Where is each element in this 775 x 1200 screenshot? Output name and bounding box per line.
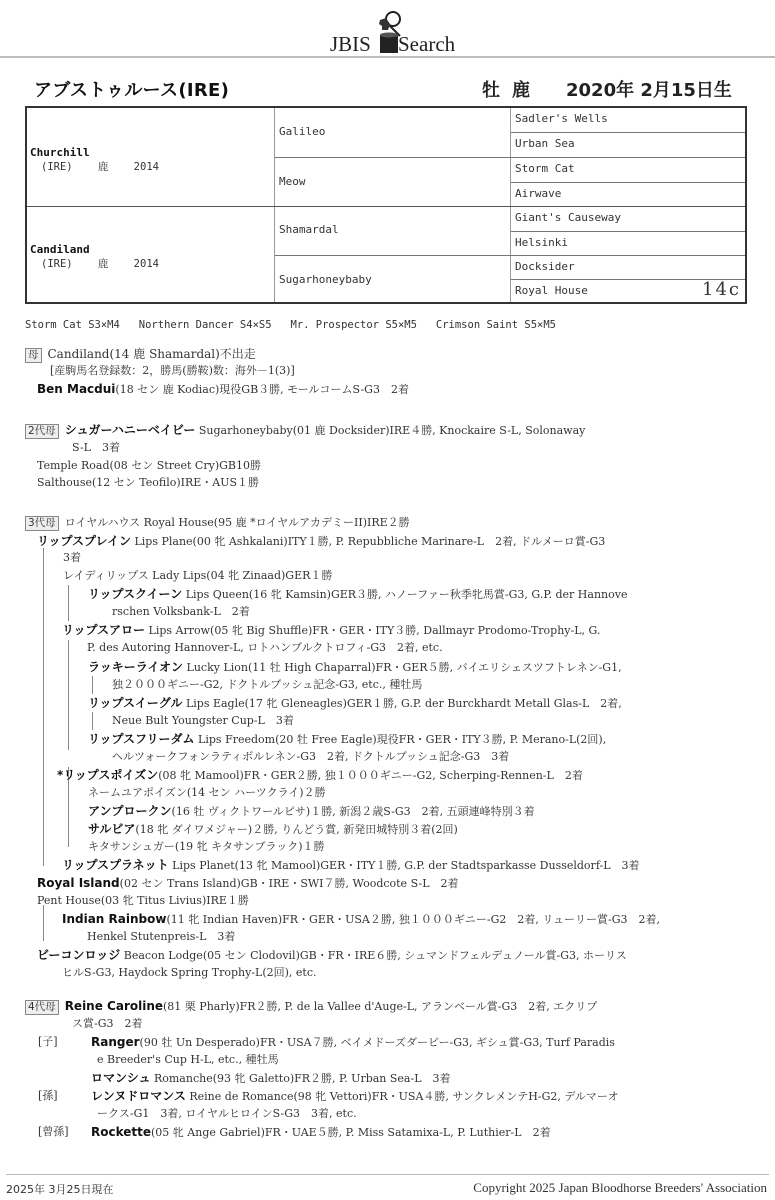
descendant-record: Neue Bult Youngster Cup-L 3着 xyxy=(112,714,294,727)
as-of-date: 2025年 3月25日現在 xyxy=(6,1183,114,1196)
descendant-line xyxy=(37,532,605,551)
foal-name[interactable]: Ben Macdui xyxy=(37,382,116,396)
descendant-line xyxy=(88,585,627,604)
descendant-line xyxy=(87,928,235,946)
descendant-record: ネームユアポイズン(14 セン ハーツクライ)２勝 xyxy=(88,786,326,799)
descendant-record: Henkel Stutenpreis-L 3着 xyxy=(87,930,236,943)
gen3-name[interactable]: Sadler's Wells xyxy=(515,112,608,125)
third-dam-header xyxy=(25,514,410,532)
descendant-record: (08 牝 Mamool)FR・GER２勝, 独１０００ギニー-G2, Scherping-Rennen-L 2着 xyxy=(158,769,583,782)
descendant-name[interactable]: アンプロークン xyxy=(88,804,172,818)
descendant-line xyxy=(88,820,458,839)
section-tag-fourth-dam: 4代母 xyxy=(25,1000,59,1015)
sire-info: (IRE) 鹿 2014 xyxy=(41,161,159,173)
descendant-line xyxy=(91,1033,615,1052)
logo-search-text: Search xyxy=(398,32,456,56)
third-dam-record: ロイヤルハウス Royal House(95 鹿 *ロイヤルアカデミーII)IRE２勝 xyxy=(64,516,410,529)
descendant-name[interactable]: レンヌドロマンス xyxy=(91,1089,186,1103)
copyright-notice: Copyright 2025 Japan Bloodhorse Breeders' Association xyxy=(473,1180,767,1195)
descendant-record: e Breeder's Cup H-L, etc., 種牡馬 xyxy=(97,1053,279,1066)
second-dam-record: Sugarhoneybaby(01 鹿 Docksider)IRE４勝, Knockaire S-L, Solonaway xyxy=(195,424,586,437)
descendant-line xyxy=(88,838,325,856)
fourth-dam-label: [曾孫] xyxy=(38,1125,69,1138)
descendant-record: (16 牡 ヴィクトワールピサ)１勝, 新潟２歳S-G3 2着, 五頭連峰特別３着 xyxy=(171,805,535,818)
family-number: 14c xyxy=(702,279,741,300)
descendant-line xyxy=(37,892,249,910)
descendant-record: 独２０００ギニー-G2, ドクトルブッシュ記念-G3, etc., 種牡馬 xyxy=(112,678,423,691)
descendant-guide-line xyxy=(43,548,44,866)
pedigree-gen3-cell xyxy=(511,232,745,255)
gen3-name[interactable]: Royal House xyxy=(515,284,588,297)
descendant-record: (02 セン Trans Island)GB・IRE・SWI７勝, Woodcote S-L 2着 xyxy=(119,877,459,890)
dam-name[interactable]: Candiland xyxy=(30,243,90,256)
gen3-name[interactable]: Docksider xyxy=(515,260,575,273)
foal-record: (18 セン 鹿 Kodiac)現役GB３勝, モールコームS-G3 2着 xyxy=(115,383,409,396)
descendant-record: Lips Queen(16 牝 Kamsin)GER３勝, ハノーファー秋季牝馬賞-G3, G.P. der Hannove xyxy=(182,588,628,601)
descendant-name[interactable]: Rockette xyxy=(91,1125,152,1139)
pedigree-dam-cell xyxy=(27,207,275,302)
descendant-record: 3着 xyxy=(63,551,81,564)
descendant-name[interactable]: Royal Island xyxy=(37,876,120,890)
descendant-line xyxy=(88,658,622,677)
descendant-name[interactable]: ロマンシュ xyxy=(91,1071,151,1085)
descendant-record: (05 牝 Ange Gabriel)FR・UAE５勝, P. Miss Satamixa-L, P. Luthier-L 2着 xyxy=(151,1126,551,1139)
gen3-name[interactable]: Giant's Causeway xyxy=(515,211,621,224)
gen2-name[interactable]: Shamardal xyxy=(279,223,339,236)
pedigree-gen2-cell xyxy=(275,158,511,206)
horse-name: アブストゥルース(IRE) xyxy=(34,80,230,101)
descendant-line xyxy=(91,1069,451,1088)
descendant-record: P. des Autoring Hannover-L, ロトハンブルクトロフィ-G3 2着, etc. xyxy=(87,641,443,654)
fourth-dam-line-2: ス賞-G3 2着 xyxy=(72,1017,143,1030)
descendant-record: レイディリップス Lady Lips(04 牝 Zinaad)GER１勝 xyxy=(63,569,333,582)
descendant-line xyxy=(88,694,622,713)
descendant-name[interactable]: Ranger xyxy=(91,1035,140,1049)
descendant-name[interactable]: Indian Rainbow xyxy=(62,912,167,926)
descendant-record: Pent House(03 牝 Titus Livius)IRE１勝 xyxy=(37,894,249,907)
pedigree-gen3-cell xyxy=(511,256,745,279)
descendant-line xyxy=(97,1051,279,1069)
descendant-record: Reine de Romance(98 牝 Vettori)FR・USA４勝, サンクレメンテH-G2, デルマーオ xyxy=(185,1090,619,1103)
descendant-line xyxy=(112,603,250,621)
descendant-line xyxy=(88,802,535,821)
pedigree-gen2-cell xyxy=(275,108,511,157)
pedigree-gen2-cell xyxy=(275,256,511,302)
descendant-line xyxy=(88,784,326,802)
descendant-record: Lips Eagle(17 牝 Gleneagles)GER１勝, G.P. der Burckhardt Metall Glas-L 2着, xyxy=(182,697,622,710)
pedigree-gen3-cell xyxy=(511,280,745,302)
pedigree-gen3-cell xyxy=(511,207,745,231)
dam-summary: Candiland(14 鹿 Shamardal)不出走 xyxy=(47,347,256,361)
second-dam-line-2: S-L 3着 xyxy=(72,441,120,454)
horse-color: 鹿 xyxy=(512,80,530,101)
descendant-line xyxy=(91,1123,551,1142)
gen2-name[interactable]: Meow xyxy=(279,175,306,188)
descendant-record: rschen Volksbank-L 2着 xyxy=(112,605,250,618)
descendant-name[interactable]: ラッキーライオン xyxy=(88,660,184,674)
gen2-name[interactable]: Galileo xyxy=(279,125,326,138)
horse-title-row xyxy=(34,76,734,102)
descendant-guide-line xyxy=(92,676,93,694)
descendant-guide-line xyxy=(68,585,69,621)
descendant-name[interactable]: リップスクイーン xyxy=(88,587,183,601)
pedigree-gen3-cell xyxy=(511,108,745,132)
horse-sex: 牡 xyxy=(482,80,500,101)
descendant-record: キタサンシュガー(19 牝 キタサンブラック)１勝 xyxy=(88,840,325,853)
descendant-line xyxy=(112,712,294,730)
dam-foal-line xyxy=(37,380,409,399)
descendant-guide-line xyxy=(92,712,93,730)
gen2-name[interactable]: Sugarhoneybaby xyxy=(279,273,372,286)
descendant-record: Lips Arrow(05 牝 Big Shuffle)FR・GER・ITY３勝, Dallmayr Prodomo-Trophy-L, G. xyxy=(145,624,601,637)
descendant-record: Lips Planet(13 牝 Mamool)GER・ITY１勝, G.P. der Stadtsparkasse Dusseldorf-L 3着 xyxy=(168,859,640,872)
descendant-line xyxy=(62,910,660,929)
dam-info: (IRE) 鹿 2014 xyxy=(41,258,159,270)
gen3-name[interactable]: Urban Sea xyxy=(515,137,575,150)
descendant-name[interactable]: リップスプレイン xyxy=(37,534,131,548)
descendant-guide-line xyxy=(43,905,44,941)
descendant-name[interactable]: リップスフリーダム xyxy=(88,732,195,746)
pedigree-gen3-cell xyxy=(511,158,745,182)
descendant-record: Romanche(93 牝 Galetto)FR２勝, P. Urban Sea-L 3着 xyxy=(150,1072,451,1085)
descendant-record: (90 牡 Un Desperado)FR・USA７勝, ベイメドーズダービー-G3, ギシュ賞-G3, Turf Paradis xyxy=(139,1036,615,1049)
footer-divider xyxy=(6,1174,769,1175)
descendant-line xyxy=(37,946,627,965)
descendant-name[interactable]: サルビア xyxy=(88,822,136,836)
descendant-name[interactable]: リップスプラネット xyxy=(62,858,169,872)
descendant-guide-line xyxy=(68,640,69,750)
descendant-line xyxy=(63,567,332,585)
descendant-line xyxy=(62,964,317,982)
descendant-line xyxy=(57,766,583,785)
pedigree-gen2-cell xyxy=(275,207,511,255)
dam-produce-record: [産駒馬名登録数：2，勝馬(勝鞍)数：海外－1(3)] xyxy=(50,364,295,377)
fourth-dam-name[interactable]: Reine Caroline xyxy=(64,999,164,1013)
horse-birthdate: 2020年 2月15日生 xyxy=(566,80,732,101)
second-dam-foal: Salthouse(12 セン Teofilo)IRE・AUS１勝 xyxy=(37,476,260,489)
descendant-name[interactable]: リップスアロー xyxy=(62,623,146,637)
descendant-record: Beacon Lodge(05 セン Clodovil)GB・FR・IRE６勝, シュマンドフェルデュノール賞-G3, ホーリス xyxy=(120,949,627,962)
descendant-line xyxy=(63,549,81,567)
gen3-name[interactable]: Helsinki xyxy=(515,236,568,249)
descendant-record: Lips Plane(00 牝 Ashkalani)ITY１勝, P. Repubbliche Marinare-L 2着, ドルメーロ賞-G3 xyxy=(130,535,606,548)
descendant-record: ヒルS-G3, Haydock Spring Trophy-L(2回), etc. xyxy=(62,966,317,979)
descendant-name[interactable]: *リップスポイズン xyxy=(57,768,159,782)
fourth-dam-label: [孫] xyxy=(38,1089,58,1102)
section-tag-dam: 母 xyxy=(25,348,42,363)
descendant-name[interactable]: リップスイーグル xyxy=(88,696,183,710)
descendant-record: (18 牝 ダイワメジャー)２勝, りんどう賞, 新発田城特別３着(2回) xyxy=(135,823,458,836)
second-dam-line-1 xyxy=(25,421,585,440)
descendant-line xyxy=(62,621,600,640)
pedigree-table xyxy=(25,106,747,304)
pedigree-sire-cell xyxy=(27,108,275,206)
descendant-line xyxy=(91,1087,619,1106)
descendant-line xyxy=(112,748,509,766)
descendant-line xyxy=(112,676,422,694)
second-dam-name[interactable]: シュガーハニーベイビー xyxy=(64,423,196,437)
descendant-record: ークス-G1 3着, ロイヤルヒロインS-G3 3着, etc. xyxy=(97,1107,357,1120)
section-tag-third-dam: 3代母 xyxy=(25,516,59,531)
gen3-name[interactable]: Airwave xyxy=(515,187,562,200)
sire-name[interactable]: Churchill xyxy=(30,146,90,159)
logo-jbis-text: JBIS xyxy=(330,32,371,56)
descendant-line xyxy=(88,730,606,749)
inbreeding-summary: Storm Cat S3×M4 Northern Dancer S4×S5 Mr. Prospector S5×M5 Crimson Saint S5×M5 xyxy=(25,319,557,331)
pedigree-gen3-cell xyxy=(511,183,745,206)
descendant-line xyxy=(62,856,640,875)
descendant-line xyxy=(37,874,459,893)
descendant-record: Lucky Lion(11 牡 High Chaparral)FR・GER５勝, バイエリシェスツフトレネン-G1, xyxy=(183,661,622,674)
descendant-name[interactable]: ビーコンロッジ xyxy=(37,948,121,962)
fourth-dam-label: [子] xyxy=(38,1035,58,1048)
header-divider xyxy=(0,56,775,58)
descendant-record: ヘルツォークフォンラティボルレネン-G3 2着, ドクトルブッシュ記念-G3 3着 xyxy=(112,750,510,763)
fourth-dam-record: (81 栗 Pharly)FR２勝, P. de la Vallee d'Auge-L, アランベール賞-G3 2着, エクリプ xyxy=(163,1000,598,1013)
pedigree-gen3-cell xyxy=(511,133,745,157)
section-tag-second-dam: 2代母 xyxy=(25,424,59,439)
fourth-dam-line-1 xyxy=(25,997,597,1016)
descendant-line xyxy=(87,639,443,657)
descendant-record: Lips Freedom(20 牡 Free Eagle)現役FR・GER・ITY３勝, P. Merano-L(2回), xyxy=(194,733,607,746)
descendant-line xyxy=(97,1105,357,1123)
second-dam-foal: Temple Road(08 セン Street Cry)GB10勝 xyxy=(37,459,261,472)
descendant-record: (11 牝 Indian Haven)FR・GER・USA２勝, 独１０００ギニー-G2 2着, リューリー賞-G3 2着, xyxy=(166,913,661,926)
gen3-name[interactable]: Storm Cat xyxy=(515,162,575,175)
jbis-search-logo[interactable] xyxy=(328,8,458,54)
